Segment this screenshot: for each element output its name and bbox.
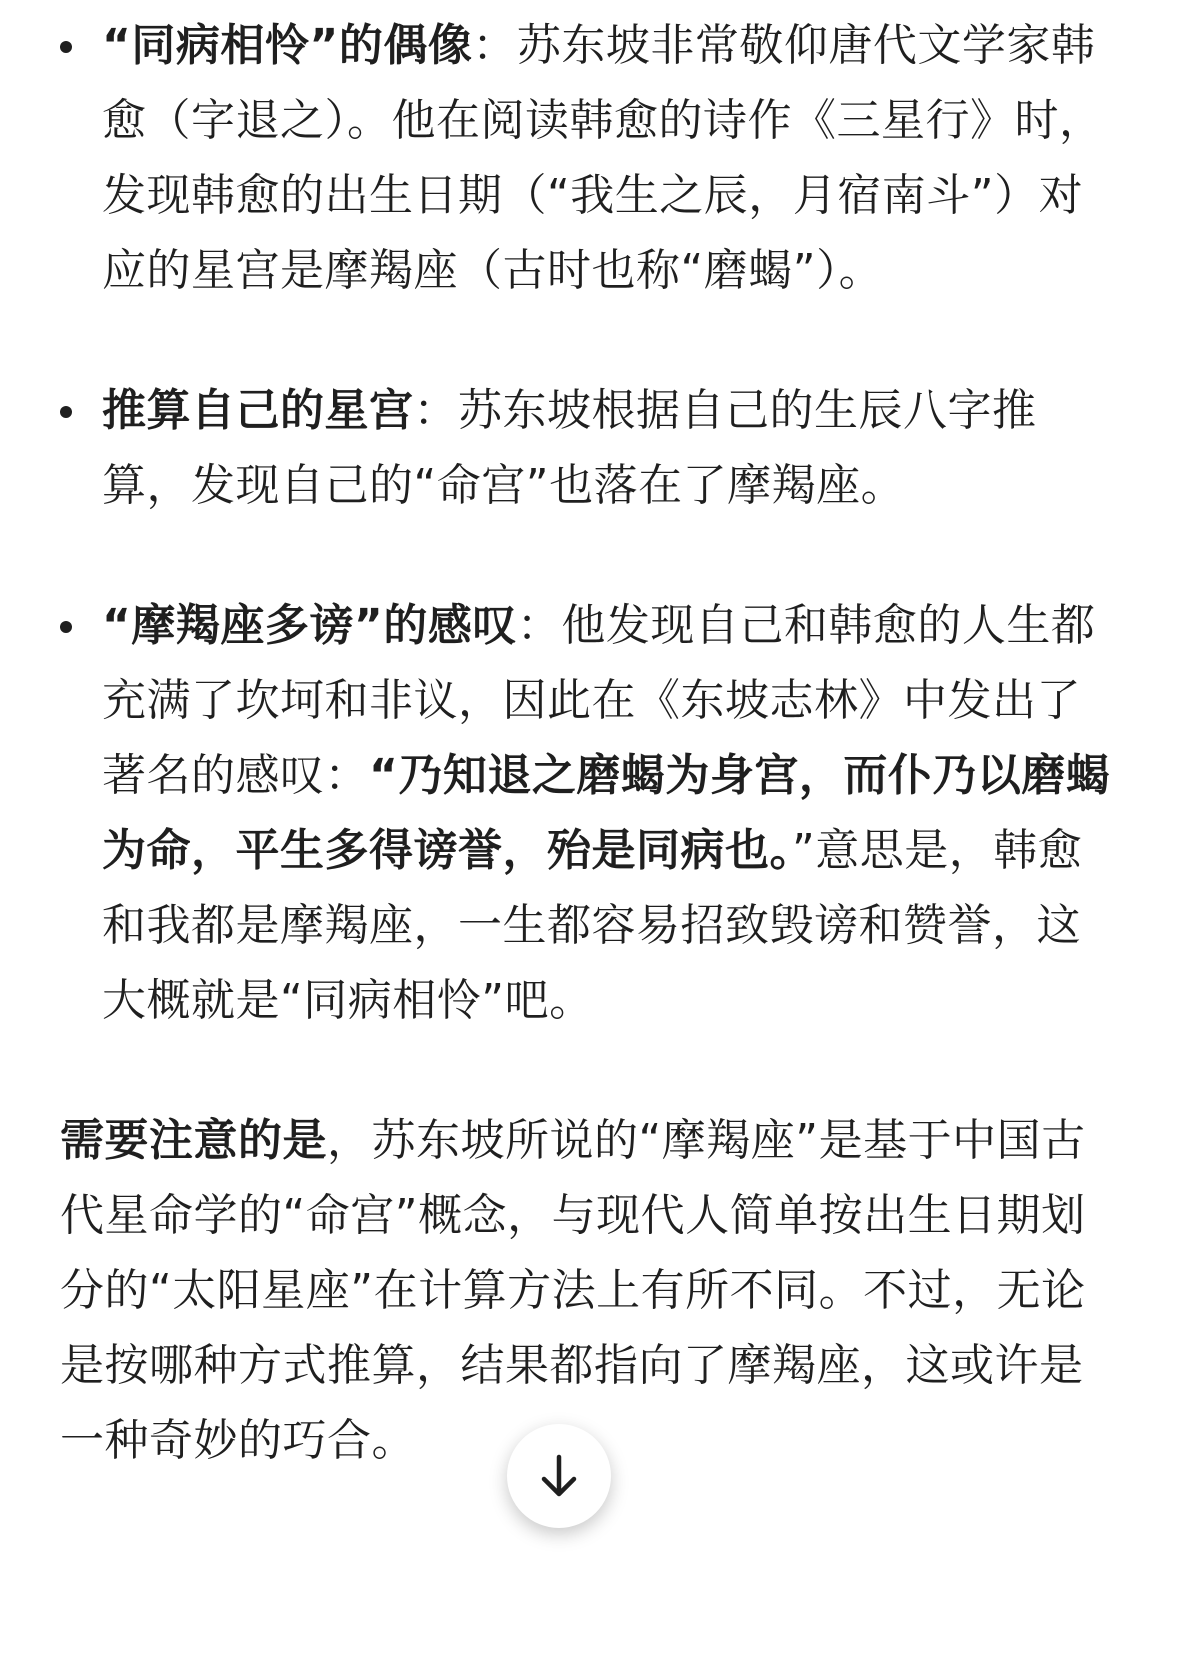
scroll-to-bottom-button[interactable]: [507, 1424, 611, 1528]
bullet-title: “同病相怜”的偶像: [102, 20, 473, 71]
bullet-title: 推算自己的星宫: [102, 385, 414, 436]
bullet-separator: ：: [472, 20, 517, 71]
bullet-text: 他发现自己和韩愈的人生都充满了坎坷和非议，因此在《东坡志林》中发出了著名的感叹：: [102, 600, 1096, 801]
note-lead: 需要注意的是: [60, 1115, 327, 1166]
arrow-down-icon: [539, 1454, 579, 1498]
list-item: [60, 373, 1120, 523]
bullet-separator: ：: [413, 385, 458, 436]
bullet-quote: “乃知退之磨蝎为身宫，而仆乃以磨蝎为命，平生多得谤誉，殆是同病也。: [102, 750, 1111, 876]
bullet-text: 苏东坡非常敬仰唐代文学家韩愈（字退之）。他在阅读韩愈的诗作《三星行》时，发现韩愈的出生日期（“我生之辰，月宿南斗”）对应的星宫是摩羯座（古时也称“磨蝎”）。: [102, 20, 1104, 296]
note-text: ，苏东坡所说的“摩羯座”是基于中国古代星命学的“命宫”概念，与现代人简单按出生日期划分的“太阳星座”在计算方法上有所不同。不过，无论是按哪种方式推算，结果都指向了摩羯座，这或许是一种奇妙的巧合。: [60, 1115, 1086, 1466]
bullet-list: [0, 8, 1120, 1038]
bullet-dot-icon: [60, 621, 72, 633]
bullet-dot-icon: [60, 41, 72, 53]
bullet-text: 苏东坡根据自己的生辰八字推算，发现自己的“命宫”也落在了摩羯座。: [102, 385, 1037, 511]
bullet-dot-icon: [60, 406, 72, 418]
bullet-title: “摩羯座多谤”的感叹: [102, 600, 517, 651]
bullet-text-after: ”意思是，韩愈和我都是摩羯座，一生都容易招致毁谤和赞誉，这大概就是“同病相怜”吧。: [102, 825, 1083, 1026]
list-item: [60, 8, 1120, 308]
note-paragraph: [0, 1103, 1120, 1478]
bullet-separator: ：: [516, 600, 562, 651]
list-item: [60, 588, 1120, 1038]
